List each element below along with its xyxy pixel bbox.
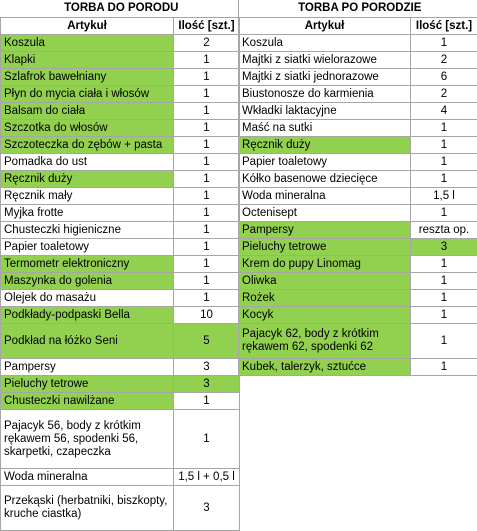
item-name-cell: Myjka frotte <box>1 205 174 222</box>
item-name-cell: Podkłady-podpaski Bella <box>1 307 174 324</box>
table-row <box>1 393 240 410</box>
table-row <box>1 376 240 393</box>
quantity-cell: 5 <box>174 324 240 359</box>
item-name-cell: Ręcznik duży <box>239 137 411 154</box>
item-name-cell: Pieluchy tetrowe <box>1 376 174 393</box>
quantity-cell: 10 <box>174 307 240 324</box>
item-name-cell: Ręcznik mały <box>1 188 174 205</box>
quantity-cell: 1 <box>174 171 240 188</box>
item-name-cell: Płyn do mycia ciała i włosów <box>1 86 174 103</box>
quantity-cell: 1 <box>174 239 240 256</box>
item-name-cell: Pajacyk 56, body z krótkim rękawem 56, spodenki 56, skarpetki, czapeczka <box>1 410 174 469</box>
quantity-cell: 2 <box>411 52 477 69</box>
table-row <box>239 120 477 137</box>
item-name-cell: Woda mineralna <box>1 469 174 486</box>
item-name-cell: Krem do pupy Linomag <box>239 256 411 273</box>
table-title: TORBA PO PORODZIE <box>239 0 477 18</box>
item-name-cell: Papier toaletowy <box>239 154 411 171</box>
table-row <box>1 69 240 86</box>
item-name-cell: Pampersy <box>239 222 411 239</box>
quantity-cell: 1 <box>174 290 240 307</box>
table-row <box>1 35 240 52</box>
table-title: TORBA DO PORODU <box>1 0 240 18</box>
torba-po-porodzie-table <box>238 0 477 376</box>
item-name-cell: Koszula <box>239 35 411 52</box>
table-row <box>1 154 240 171</box>
table-row <box>239 273 477 290</box>
item-name-cell: Podkład na łóżko Seni <box>1 324 174 359</box>
column-header-artykul: Artykuł <box>239 18 411 35</box>
quantity-cell: 1 <box>174 410 240 469</box>
table-row <box>1 239 240 256</box>
table-row <box>1 188 240 205</box>
quantity-cell: 1 <box>174 393 240 410</box>
table-row <box>1 86 240 103</box>
item-name-cell: Termometr elektroniczny <box>1 256 174 273</box>
item-name-cell: Szczoteczka do zębów + pasta <box>1 137 174 154</box>
table-row <box>239 154 477 171</box>
item-name-cell: Chusteczki higieniczne <box>1 222 174 239</box>
table-row <box>239 69 477 86</box>
table-row <box>1 410 240 469</box>
item-name-cell: Olejek do masażu <box>1 290 174 307</box>
quantity-cell: 1 <box>174 69 240 86</box>
item-name-cell: Maszynka do golenia <box>1 273 174 290</box>
item-name-cell: Kółko basenowe dziecięce <box>239 171 411 188</box>
table-row <box>239 171 477 188</box>
table-row <box>239 222 477 239</box>
table-row <box>239 188 477 205</box>
quantity-cell: 1,5 l <box>411 188 477 205</box>
table-row <box>239 52 477 69</box>
quantity-cell: 3 <box>174 359 240 376</box>
item-name-cell: Klapki <box>1 52 174 69</box>
quantity-cell: 3 <box>411 239 477 256</box>
quantity-cell: 1 <box>411 205 477 222</box>
quantity-cell: 6 <box>411 69 477 86</box>
item-name-cell: Kocyk <box>239 307 411 324</box>
quantity-cell: 1 <box>174 205 240 222</box>
table-row <box>1 324 240 359</box>
item-name-cell: Biustonosze do karmienia <box>239 86 411 103</box>
item-name-cell: Szlafrok bawełniany <box>1 69 174 86</box>
table-row <box>1 273 240 290</box>
table-row <box>1 137 240 154</box>
quantity-cell: 1 <box>174 222 240 239</box>
item-name-cell: Wkładki laktacyjne <box>239 103 411 120</box>
table-row <box>239 137 477 154</box>
quantity-cell: 1 <box>174 256 240 273</box>
quantity-cell: 4 <box>411 103 477 120</box>
quantity-cell: 1 <box>174 86 240 103</box>
quantity-cell: 1 <box>174 273 240 290</box>
quantity-cell: 1 <box>174 137 240 154</box>
item-name-cell: Maść na sutki <box>239 120 411 137</box>
item-name-cell: Pampersy <box>1 359 174 376</box>
item-name-cell: Kubek, talerzyk, sztućce <box>239 359 411 376</box>
quantity-cell: reszta op. <box>411 222 477 239</box>
table-row <box>1 205 240 222</box>
quantity-cell: 1 <box>174 120 240 137</box>
table-row <box>1 256 240 273</box>
table-row <box>239 86 477 103</box>
quantity-cell: 2 <box>411 86 477 103</box>
column-header-ilosc: Ilość [szt.] <box>411 18 477 35</box>
quantity-cell: 1 <box>174 154 240 171</box>
table-row <box>1 222 240 239</box>
table-row <box>1 120 240 137</box>
table-row <box>1 359 240 376</box>
item-name-cell: Majtki z siatki wielorazowe <box>239 52 411 69</box>
item-name-cell: Majtki z siatki jednorazowe <box>239 69 411 86</box>
item-name-cell: Ręcznik duży <box>1 171 174 188</box>
table-row <box>239 205 477 222</box>
item-name-cell: Przekąski (herbatniki, biszkopty, kruche ciastka) <box>1 486 174 531</box>
item-name-cell: Rożek <box>239 290 411 307</box>
quantity-cell: 1 <box>174 188 240 205</box>
quantity-cell: 1 <box>174 52 240 69</box>
column-header-ilosc: Ilość [szt.] <box>174 18 240 35</box>
quantity-cell: 1 <box>411 35 477 52</box>
item-name-cell: Szczotka do włosów <box>1 120 174 137</box>
item-name-cell: Balsam do ciała <box>1 103 174 120</box>
table-row <box>239 359 477 376</box>
quantity-cell: 3 <box>174 376 240 393</box>
item-name-cell: Pomadka do ust <box>1 154 174 171</box>
column-header-artykul: Artykuł <box>1 18 174 35</box>
table-row <box>239 256 477 273</box>
item-name-cell: Pajacyk 62, body z krótkim rękawem 62, spodenki 62 <box>239 324 411 359</box>
item-name-cell: Pieluchy tetrowe <box>239 239 411 256</box>
item-name-cell: Woda mineralna <box>239 188 411 205</box>
quantity-cell: 1 <box>411 290 477 307</box>
quantity-cell: 3 <box>174 486 240 531</box>
table-row <box>239 324 477 359</box>
item-name-cell: Papier toaletowy <box>1 239 174 256</box>
quantity-cell: 1 <box>411 273 477 290</box>
table-row <box>239 35 477 52</box>
quantity-cell: 1 <box>411 324 477 359</box>
table-row <box>1 171 240 188</box>
item-name-cell: Chusteczki nawilżane <box>1 393 174 410</box>
quantity-cell: 1 <box>411 256 477 273</box>
item-name-cell: Octenisept <box>239 205 411 222</box>
table-row <box>1 486 240 531</box>
item-name-cell: Koszula <box>1 35 174 52</box>
table-row <box>239 103 477 120</box>
quantity-cell: 1 <box>411 137 477 154</box>
table-row <box>1 307 240 324</box>
table-row <box>1 52 240 69</box>
table-row <box>1 290 240 307</box>
quantity-cell: 2 <box>174 35 240 52</box>
quantity-cell: 1 <box>411 171 477 188</box>
quantity-cell: 1 <box>411 154 477 171</box>
quantity-cell: 1,5 l + 0,5 l <box>174 469 240 486</box>
quantity-cell: 1 <box>411 120 477 137</box>
table-row <box>239 290 477 307</box>
table-row <box>239 307 477 324</box>
table-row <box>1 103 240 120</box>
table-row <box>239 239 477 256</box>
quantity-cell: 1 <box>411 359 477 376</box>
quantity-cell: 1 <box>411 307 477 324</box>
quantity-cell: 1 <box>174 103 240 120</box>
table-row <box>1 469 240 486</box>
item-name-cell: Oliwka <box>239 273 411 290</box>
